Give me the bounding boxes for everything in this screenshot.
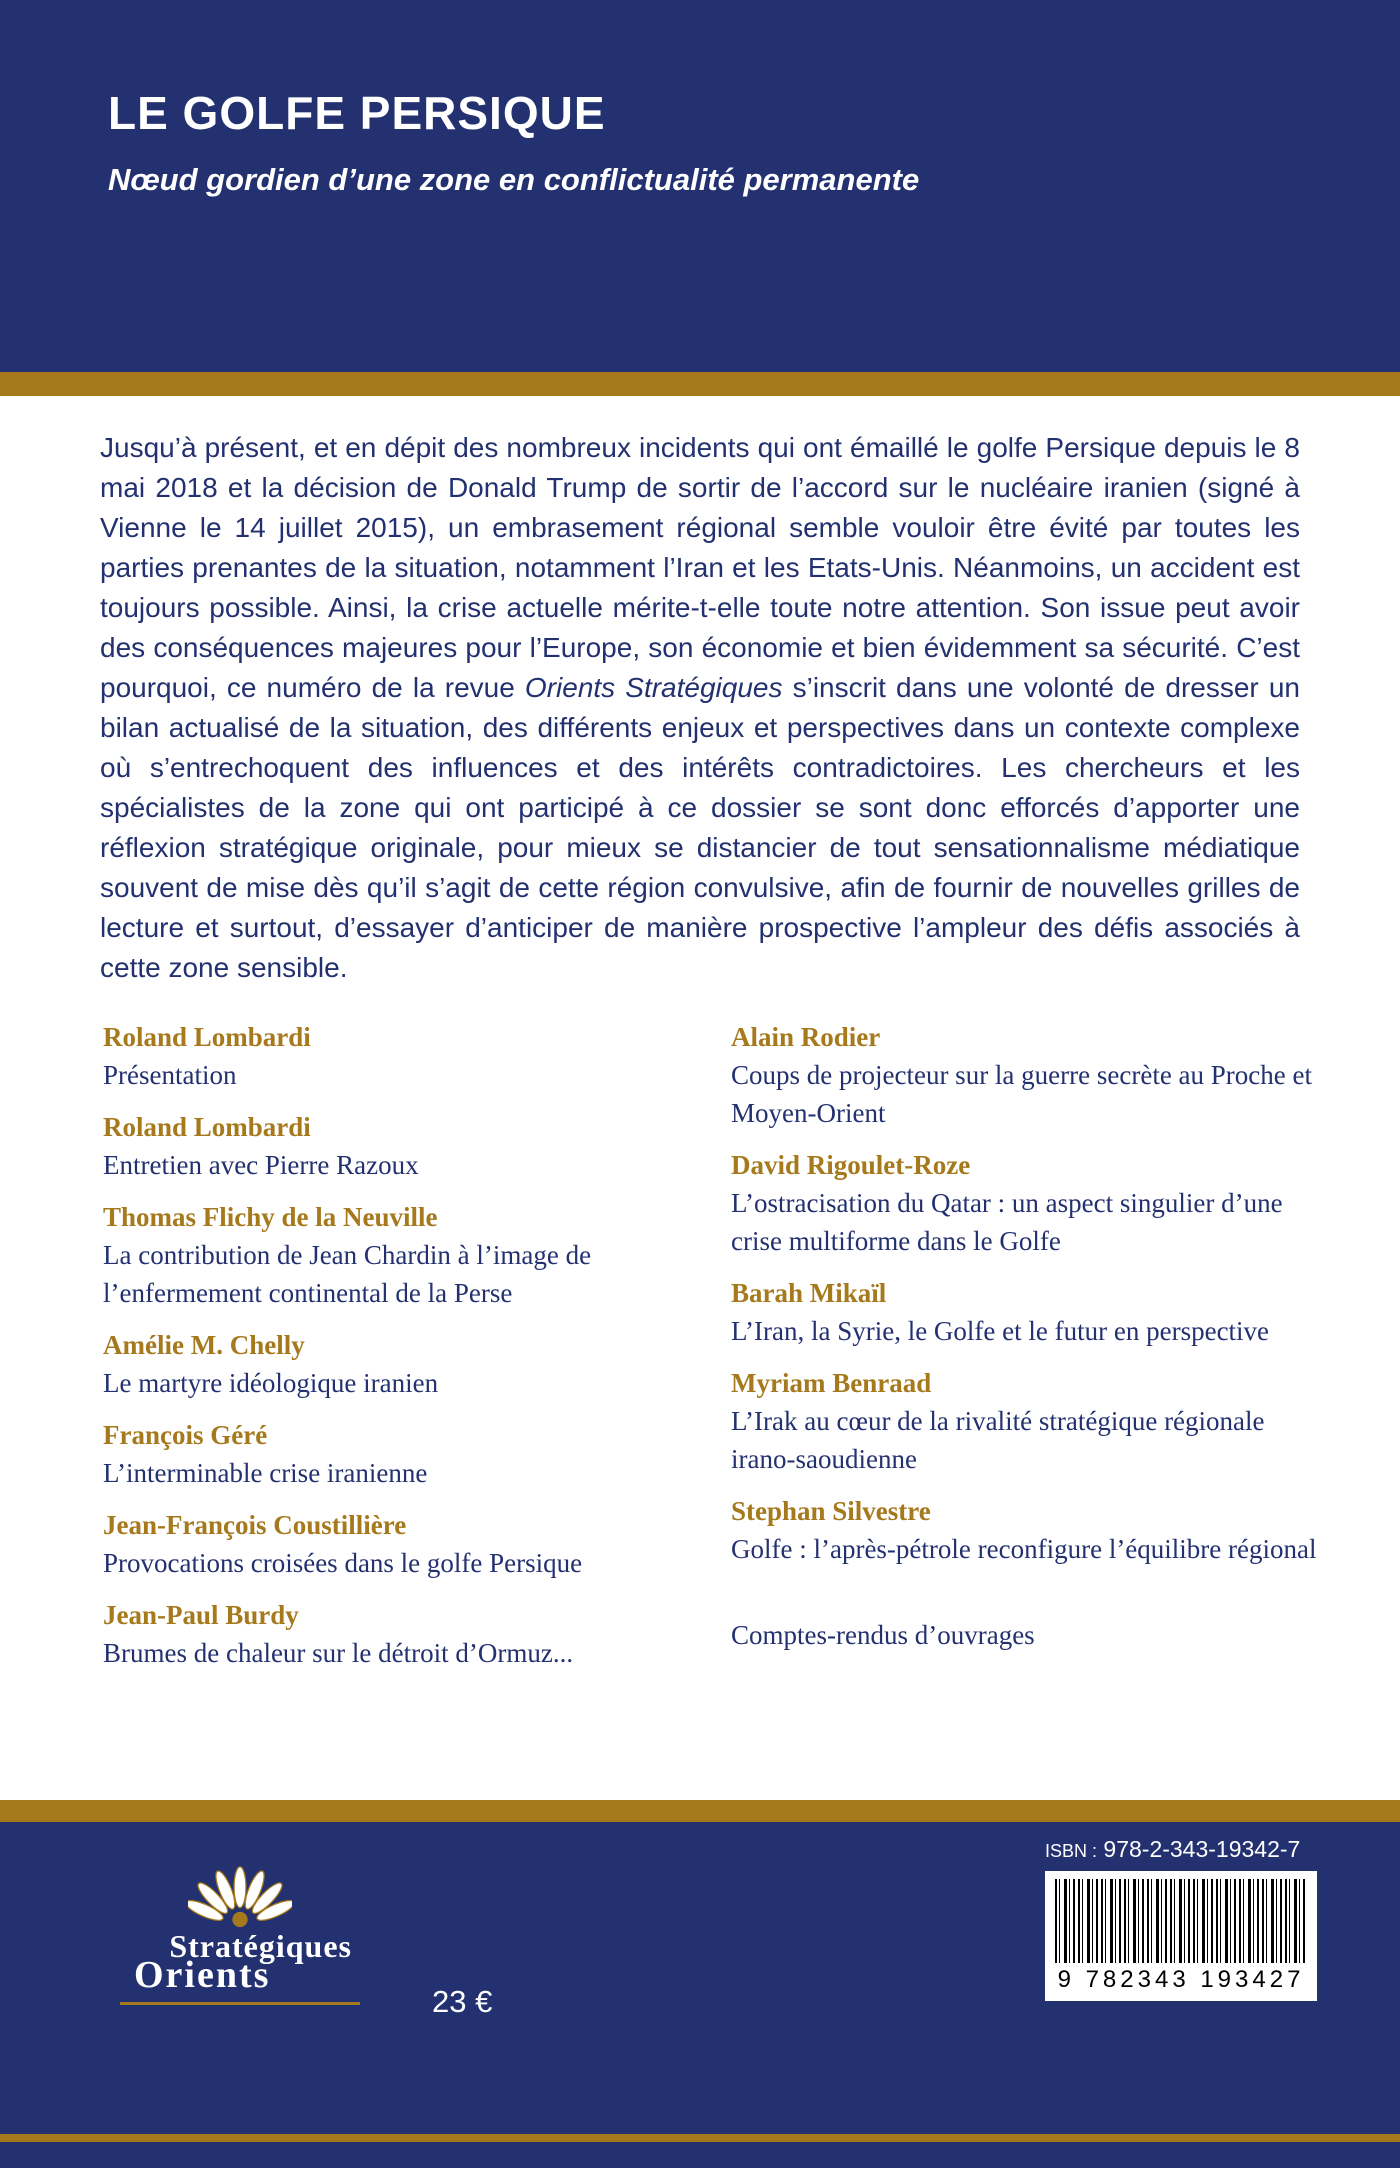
journal-name: Orients Stratégiques [524,672,783,703]
toc-title: L’Iran, la Syrie, le Golfe et le futur en perspective [731,1316,1270,1346]
isbn-block [1045,1836,1317,2001]
toc-author: Alain Rodier [731,1022,881,1052]
synopsis-text-before: Jusqu’à présent, et en dépit des nombreux incidents qui ont émaillé le golfe Persique depuis le 8 mai 2018 et la décision de Donald Trump de sortir de l’accord sur le nucléaire iranien (signé à Vienne le 14 juillet 2015), un embrasement régional semble vouloir être évité par toutes les parties prenantes de la situation, notamment l’Iran et les Etats-Unis. Néanmoins, un accident est toujours possible. Ainsi, la crise actuelle mérite-t-elle toute notre attention. Son issue peut avoir des conséquences majeures pour l’Europe, son économie et bien évidemment sa sécurité. C’est pourquoi, ce numéro de la revue [100,432,1300,703]
publisher-logo [120,1860,360,2005]
toc-author: Stephan Silvestre [731,1496,931,1526]
barcode-bars [1055,1879,1307,1963]
toc-author: François Géré [103,1420,268,1450]
toc-right-column [731,1018,1331,1686]
toc-author: Barah Mikaïl [731,1278,887,1308]
table-of-contents [103,1018,1330,1686]
footer-gold-line [0,2134,1400,2142]
toc-title: Provocations croisées dans le golfe Persique [103,1548,583,1578]
toc-author: David Rigoulet-Roze [731,1150,971,1180]
toc-reviews-item: Comptes-rendus d’ouvrages [731,1620,1035,1650]
toc-entry [103,1596,673,1672]
gold-divider-top [0,372,1400,396]
toc-entry [731,1492,1331,1568]
toc-author: Amélie M. Chelly [103,1330,305,1360]
publisher-logo-text [120,1930,360,1994]
toc-entry [731,1146,1331,1260]
gold-divider-bottom [0,1800,1400,1822]
toc-author: Thomas Flichy de la Neuville [103,1202,438,1232]
synopsis-text-after: s’inscrit dans une volonté de dresser un bilan actualisé de la situation, des différents enjeux et perspectives dans un contexte complexe où s’entrechoquent des influences et des intérêts contradictoires. Les chercheurs et les spécialistes de la zone qui ont participé à ce dossier se sont donc efforcés d’apporter une réflexion stratégique originale, pour mieux se distancier de tout sensationnalisme médiatique souvent de mise dès qu’il s’agit de cette région convulsive, afin de fournir de nouvelles grilles de lecture et surtout, d’essayer d’anticiper de manière prospective l’ampleur des défis associés à cette zone sensible. [100,672,1300,983]
isbn-value: 978-2-343-19342-7 [1103,1836,1301,1862]
isbn-line [1045,1836,1317,1863]
barcode-number: 9 782343 193427 [1057,1966,1305,1993]
toc-entry [103,1198,673,1312]
price: 23 € [432,1984,493,2019]
toc-entry [103,1018,673,1094]
footer-band [0,1822,1400,2168]
toc-title: Golfe : l’après-pétrole reconfigure l’équilibre régional [731,1534,1317,1564]
toc-title: L’Irak au cœur de la rivalité stratégique régionale irano-saoudienne [731,1406,1265,1474]
toc-title: Coups de projecteur sur la guerre secrète au Proche et Moyen-Orient [731,1060,1313,1128]
toc-author: Roland Lombardi [103,1022,311,1052]
logo-word-orients: Orients [134,1954,271,1996]
toc-entry [731,1274,1331,1350]
toc-author: Jean-François Coustillière [103,1510,407,1540]
toc-author: Myriam Benraad [731,1368,932,1398]
toc-entry [103,1506,673,1582]
toc-entry [103,1326,673,1402]
toc-title: L’ostracisation du Qatar : un aspect singulier d’une crise multiforme dans le Golfe [731,1188,1283,1256]
toc-title: Présentation [103,1060,237,1090]
toc-entry [731,1364,1331,1478]
book-subtitle: Nœud gordien d’une zone en conflictualité permanente [108,162,920,197]
toc-title: Brumes de chaleur sur le détroit d’Ormuz... [103,1638,574,1668]
toc-author: Jean-Paul Burdy [103,1600,299,1630]
toc-title: La contribution de Jean Chardin à l’image de l’enfermement continental de la Perse [103,1240,592,1308]
fan-icon [188,1860,292,1928]
header-band [0,0,1400,372]
logo-rule [120,2002,360,2005]
toc-entry [731,1018,1331,1132]
book-title: LE GOLFE PERSIQUE [108,87,606,139]
isbn-label: ISBN : [1045,1841,1098,1861]
toc-title: L’interminable crise iranienne [103,1458,428,1488]
barcode [1045,1871,1317,2001]
toc-title: Entretien avec Pierre Razoux [103,1150,419,1180]
logo-word-strategiques: Stratégiques [169,1928,352,1964]
synopsis-paragraph [100,428,1300,988]
toc-entry [103,1416,673,1492]
toc-title: Le martyre idéologique iranien [103,1368,439,1398]
toc-left-column [103,1018,673,1686]
toc-author: Roland Lombardi [103,1112,311,1142]
toc-entry [103,1108,673,1184]
